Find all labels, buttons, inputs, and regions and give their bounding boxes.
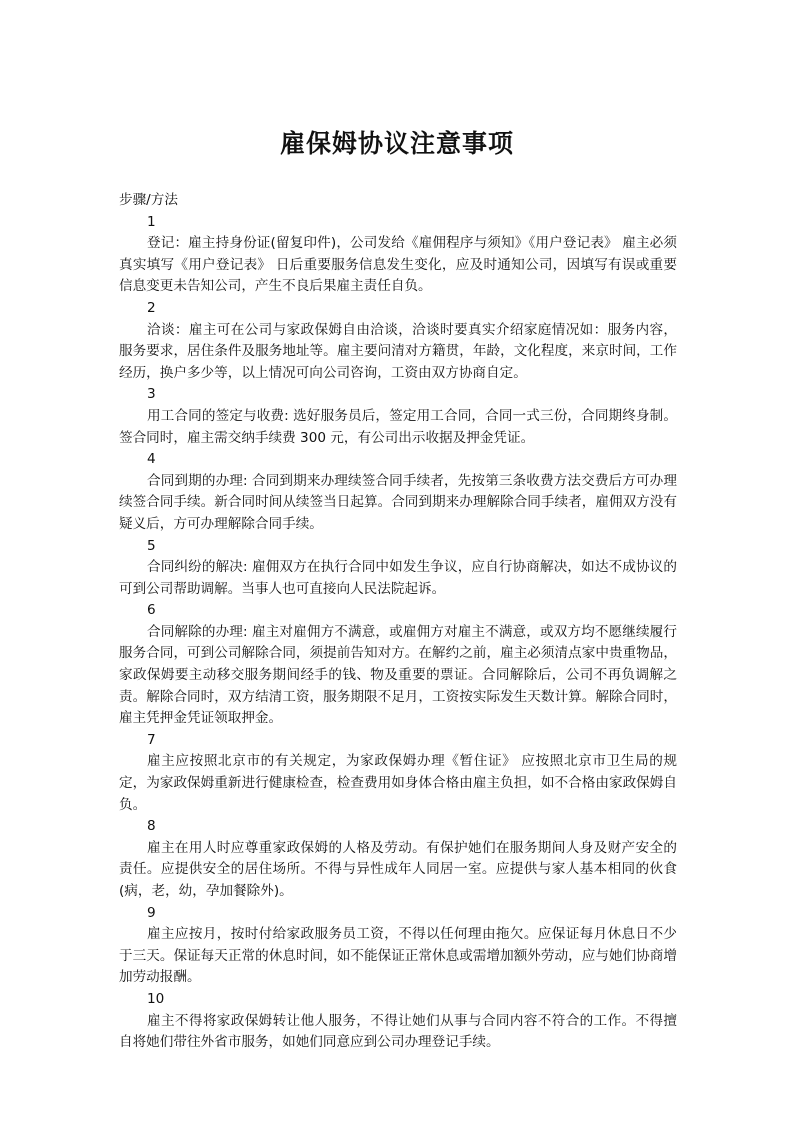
step-number: 3 — [147, 386, 156, 403]
step-number: 5 — [147, 537, 156, 554]
document-body — [119, 190, 677, 1054]
step-6 — [119, 600, 677, 730]
step-number: 2 — [147, 299, 156, 316]
step-number: 8 — [147, 818, 156, 835]
document-title: 雇保姆协议注意事项 — [279, 129, 514, 158]
step-2 — [119, 298, 677, 384]
step-text: 用工合同的签定与收费: 选好服务员后，签定用工合同，合同一式三份，合同期终身制。签合同时，雇主需交纳手续费 300 元，有公司出示收据及押金凭证。 — [119, 407, 677, 446]
step-9 — [119, 903, 677, 989]
step-text: 合同到期的办理: 合同到期来办理续签合同手续者，先按第三条收费方法交费后方可办理续签合同手续。新合同时间从续签当日起算。合同到期来办理解除合同手续者，雇佣双方没有疑义后，方可办理解除合同手续。 — [119, 472, 677, 532]
step-text: 雇主应按照北京市的有关规定，为家政保姆办理《暂住证》 应按照北京市卫生局的规定，为家政保姆重新进行健康检查，检查费用如身体合格由雇主负担，如不合格由家政保姆自负。 — [119, 753, 677, 813]
step-number: 7 — [147, 731, 156, 748]
steps-heading: 步骤/方法 — [119, 192, 178, 208]
step-5 — [119, 536, 677, 601]
step-number: 10 — [147, 990, 165, 1007]
step-number: 1 — [147, 213, 156, 230]
step-4 — [119, 449, 677, 535]
step-text: 合同解除的办理: 雇主对雇佣方不满意，或雇佣方对雇主不满意，或双方均不愿继续履行服务合同，可到公司解除合同，须提前告知对方。在解约之前，雇主必须清点家中贵重物品，家政保姆要主动移交服务期间经手的钱、物及重要的票证。合同解除后，公司不再负调解之责。解除合同时，双方结清工资，服务期限不足月，工资按实际发生天数计算。解除合同时，雇主凭押金凭证领取押金。 — [119, 623, 677, 727]
step-text: 合同纠纷的解决: 雇佣双方在执行合同中如发生争议，应自行协商解决，如达不成协议的可到公司帮助调解。当事人也可直接向人民法院起诉。 — [119, 559, 677, 597]
step-text: 洽谈：雇主可在公司与家政保姆自由洽谈，洽谈时要真实介绍家庭情况如：服务内容，服务要求，居住条件及服务地址等。雇主要问清对方籍贯，年龄，文化程度，来京时间，工作经历，换户多少等，以上情况可向公司咨询，工资由双方协商自定。 — [119, 321, 677, 381]
step-10 — [119, 989, 677, 1054]
step-1 — [119, 212, 677, 298]
step-text: 雇主不得将家政保姆转让他人服务，不得让她们从事与合同内容不符合的工作。不得擅自将她们带往外省市服务，如她们同意应到公司办理登记手续。 — [119, 1012, 677, 1051]
step-text: 登记：雇主持身份证(留复印件)，公司发给《雇佣程序与须知》《用户登记表》 雇主必须真实填写《用户登记表》 日后重要服务信息发生变化，应及时通知公司，因填写有误或重要信息变更未告知公司，产生不良后果雇主责任自负。 — [119, 235, 677, 295]
step-8 — [119, 816, 677, 902]
step-3 — [119, 384, 677, 449]
step-number: 9 — [147, 904, 156, 921]
step-text: 雇主在用人时应尊重家政保姆的人格及劳动。有保护她们在服务期间人身及财产安全的责任。应提供安全的居住场所。不得与异性成年人同居一室。应提供与家人基本相同的伙食(病，老，幼，孕加餐除外)。 — [119, 839, 677, 899]
step-number: 4 — [147, 451, 156, 468]
step-7 — [119, 730, 677, 816]
step-text: 雇主应按月，按时付给家政服务员工资，不得以任何理由拖欠。应保证每月休息日不少于三天。保证每天正常的休息时间，如不能保证正常休息或需增加额外劳动，应与她们协商增加劳动报酬。 — [119, 926, 677, 986]
step-number: 6 — [147, 602, 156, 619]
